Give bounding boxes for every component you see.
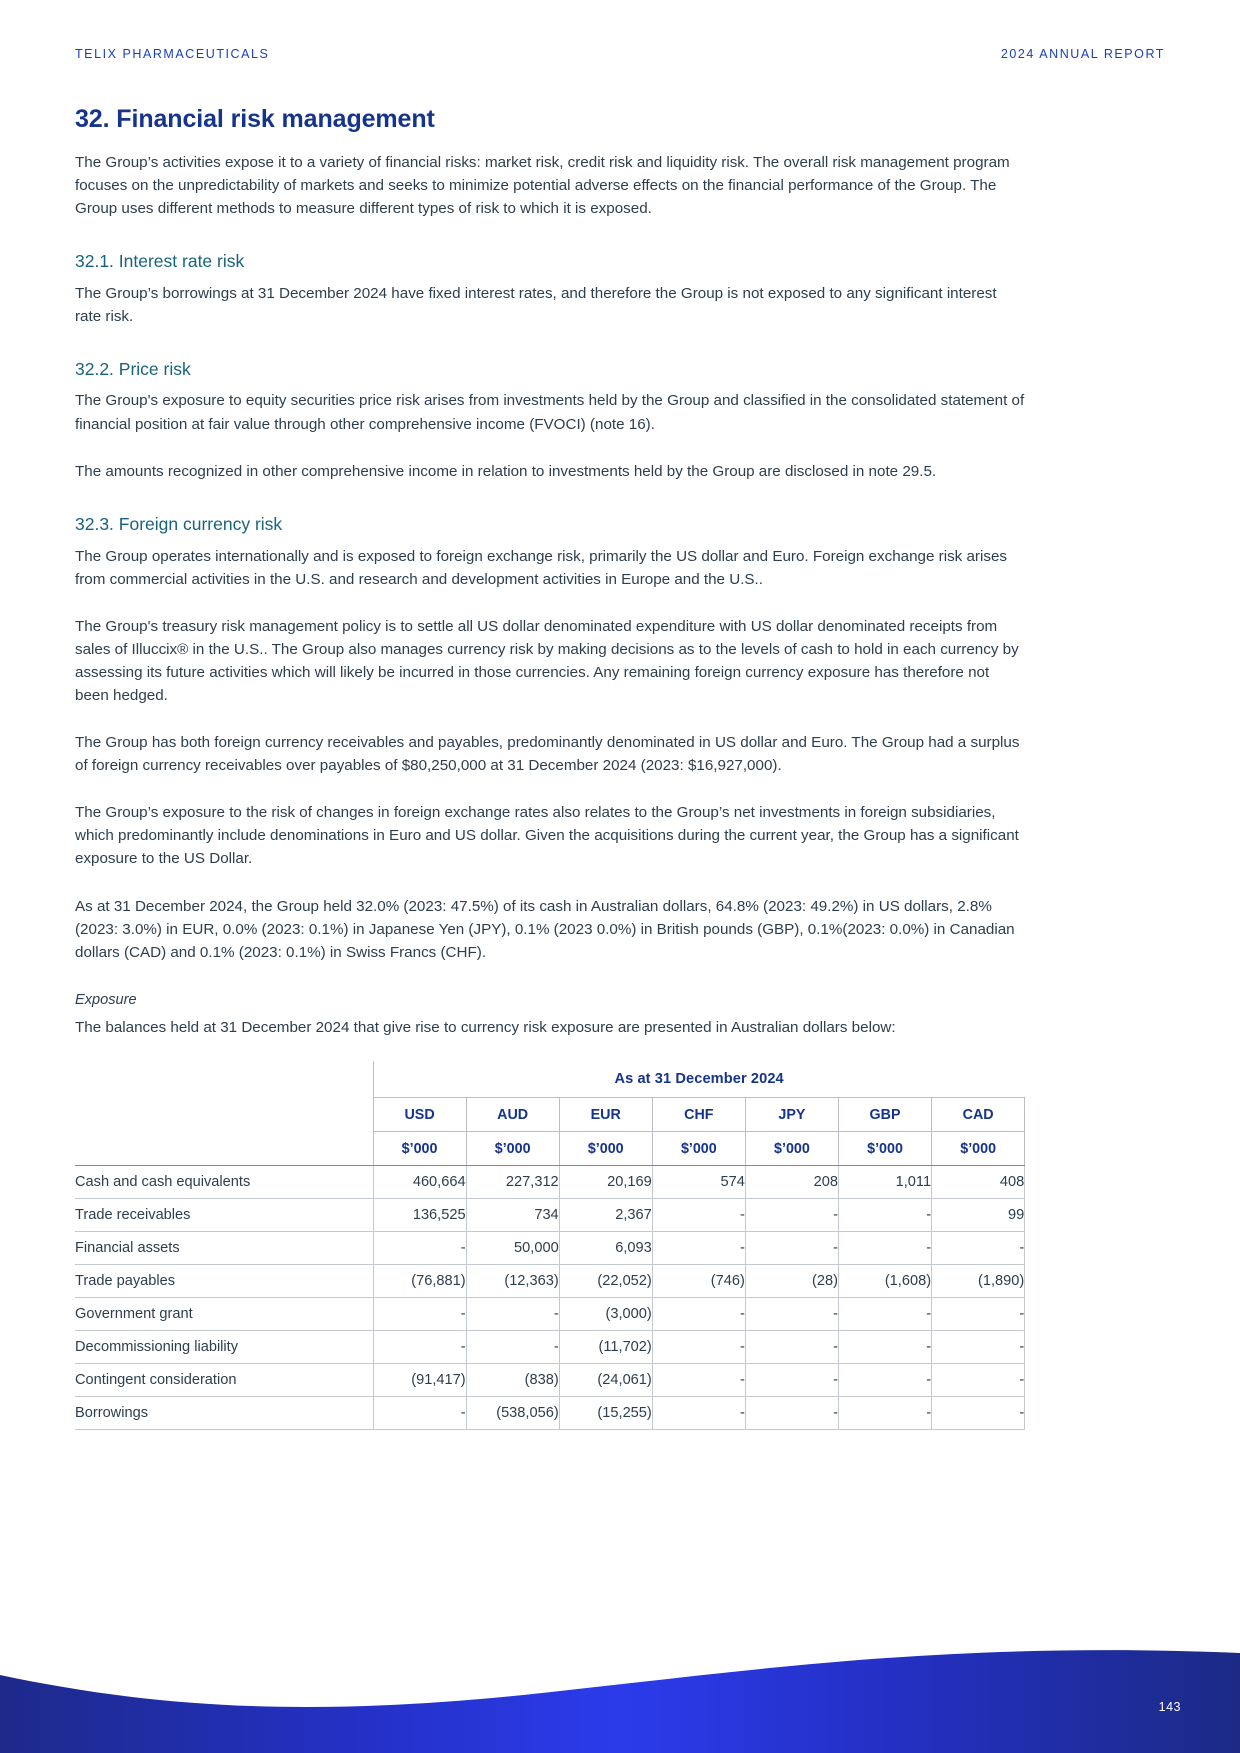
table-cell-gbp: -: [838, 1298, 931, 1331]
table-head: [75, 1061, 1025, 1166]
table-cell-usd: -: [373, 1298, 466, 1331]
table-cell-usd: (91,417): [373, 1364, 466, 1397]
table-row-label: Trade payables: [75, 1265, 373, 1298]
table-cell-jpy: -: [745, 1397, 838, 1430]
table-cell-jpy: (28): [745, 1265, 838, 1298]
subsection-heading-foreign-currency-risk: 32.3. Foreign currency risk: [75, 513, 283, 534]
running-header: [75, 47, 1165, 61]
table-cell-jpy: -: [745, 1199, 838, 1232]
table-cell-cad: (1,890): [932, 1265, 1025, 1298]
table-cell-aud: 734: [466, 1199, 559, 1232]
table-cell-aud: 50,000: [466, 1232, 559, 1265]
table-cell-aud: -: [466, 1298, 559, 1331]
table-cell-gbp: (1,608): [838, 1265, 931, 1298]
table-unit-header-usd: $’000: [373, 1132, 466, 1166]
table-cell-usd: -: [373, 1397, 466, 1430]
table-cell-gbp: 1,011: [838, 1166, 931, 1199]
table-cell-aud: (12,363): [466, 1265, 559, 1298]
table-cell-jpy: -: [745, 1364, 838, 1397]
table-cell-cad: -: [932, 1364, 1025, 1397]
table-currency-header-aud: AUD: [466, 1098, 559, 1132]
table-row: [75, 1265, 1025, 1298]
main-content: [75, 104, 1025, 1430]
table-cell-chf: -: [652, 1397, 745, 1430]
subsection-heading-interest-rate-risk: 32.1. Interest rate risk: [75, 250, 245, 271]
table-currency-header-usd: USD: [373, 1098, 466, 1132]
subsection-paragraph-interest-rate-risk-1: The Group’s borrowings at 31 December 2024 have fixed interest rates, and therefore the Group is not exposed to any significant interest rate risk.: [75, 284, 997, 325]
table-cell-chf: (746): [652, 1265, 745, 1298]
table-unit-header-gbp: $’000: [838, 1132, 931, 1166]
table-row: [75, 1166, 1025, 1199]
table-cell-gbp: -: [838, 1199, 931, 1232]
table-cell-cad: 99: [932, 1199, 1025, 1232]
table-row-label: Contingent consideration: [75, 1364, 373, 1397]
table-row: [75, 1331, 1025, 1364]
table-currency-header-eur: EUR: [559, 1098, 652, 1132]
table-cell-jpy: -: [745, 1298, 838, 1331]
page-number: 143: [1158, 1700, 1181, 1714]
table-cell-usd: 460,664: [373, 1166, 466, 1199]
subsection-paragraph-price-risk-1: The Group's exposure to equity securities price risk arises from investments held by the Group and classified in the consolidated statement of financial position at fair value through other comprehensive income (FVOCI) (note 16).: [75, 392, 1025, 433]
table-cell-chf: -: [652, 1331, 745, 1364]
table-cell-gbp: -: [838, 1331, 931, 1364]
table-cell-jpy: -: [745, 1331, 838, 1364]
table-unit-header-cad: $’000: [932, 1132, 1025, 1166]
table-row: [75, 1298, 1025, 1331]
table-cell-usd: -: [373, 1232, 466, 1265]
table-unit-header-eur: $’000: [559, 1132, 652, 1166]
table-currency-header-chf: CHF: [652, 1098, 745, 1132]
table-cell-eur: 20,169: [559, 1166, 652, 1199]
table-row-label: Government grant: [75, 1298, 373, 1331]
footer-wave-graphic: [0, 1583, 1240, 1753]
table-cell-aud: -: [466, 1331, 559, 1364]
table-span-header: As at 31 December 2024: [373, 1061, 1025, 1098]
table-row-label: Trade receivables: [75, 1199, 373, 1232]
table-unit-header-aud: $’000: [466, 1132, 559, 1166]
table-row-label: Cash and cash equivalents: [75, 1166, 373, 1199]
table-cell-gbp: -: [838, 1397, 931, 1430]
table-unit-header-chf: $’000: [652, 1132, 745, 1166]
table-cell-chf: -: [652, 1232, 745, 1265]
subsection-paragraph-fx-1: The Group operates internationally and is exposed to foreign exchange risk, primarily the US dollar and Euro. Foreign exchange risk arises from commercial activities in the U.S. and research and development activities in Europe and the U.S..: [75, 547, 1007, 588]
table-cell-eur: (15,255): [559, 1397, 652, 1430]
table-row-label: Borrowings: [75, 1397, 373, 1430]
table-label-spacer-2: [75, 1132, 373, 1166]
subsection-paragraph-fx-3: The Group has both foreign currency receivables and payables, predominantly denominated in US dollar and Euro. The Group had a surplus of foreign currency receivables over payables of $80,250,000 at 31 December 2024 (2023: $16,927,000).: [75, 734, 1020, 775]
exposure-label: Exposure: [75, 991, 137, 1008]
table-row: [75, 1364, 1025, 1397]
table-row: [75, 1397, 1025, 1430]
table-body: [75, 1166, 1025, 1430]
table-cell-aud: (838): [466, 1364, 559, 1397]
subsection-paragraph-fx-5: As at 31 December 2024, the Group held 32.0% (2023: 47.5%) of its cash in Australian dollars, 64.8% (2023: 49.2%) in US dollars, 2.8% (2023: 3.0%) in EUR, 0.0% (2023: 0.1%) in Japanese Yen (JPY), 0.1% (2023 0.0%) in British pounds (GBP), 0.1%(2023: 0.0%) in Canadian dollars (CAD) and 0.1% (2023: 0.1%) in Swiss Francs (CHF).: [75, 897, 1015, 961]
header-right-text: 2024 ANNUAL REPORT: [1000, 47, 1165, 61]
table-cell-gbp: -: [838, 1364, 931, 1397]
section-intro-paragraph: The Group’s activities expose it to a variety of financial risks: market risk, credit risk and liquidity risk. The overall risk management program focuses on the unpredictability of markets and seeks to minimize potential adverse effects on the financial performance of the Group. The Group uses different methods to measure different types of risk to which it is exposed.: [75, 153, 1010, 217]
subsection-paragraph-fx-4: The Group’s exposure to the risk of changes in foreign exchange rates also relates to the Group’s net investments in foreign subsidiaries, which predominantly include denominations in Euro and US dollar. Given the acquisitions during the current year, the Group has a significant exposure to the US Dollar.: [75, 804, 1019, 868]
table-cell-eur: (22,052): [559, 1265, 652, 1298]
table-cell-eur: 2,367: [559, 1199, 652, 1232]
table-cell-eur: (11,702): [559, 1331, 652, 1364]
table-cell-chf: 574: [652, 1166, 745, 1199]
subsection-paragraph-fx-2: The Group's treasury risk management policy is to settle all US dollar denominated expenditure with US dollar denominated receipts from sales of Illuccix® in the U.S.. The Group also manages currency risk by making decisions as to the levels of cash to hold in each currency by assessing its future activities which will likely be incurred in those currencies. Any remaining foreign currency exposure has therefore not been hedged.: [75, 617, 1019, 704]
table-cell-usd: -: [373, 1331, 466, 1364]
table-cell-usd: (76,881): [373, 1265, 466, 1298]
section-title: 32. Financial risk management: [75, 105, 435, 133]
table-cell-eur: (24,061): [559, 1364, 652, 1397]
table-cell-jpy: 208: [745, 1166, 838, 1199]
table-unit-header-jpy: $’000: [745, 1132, 838, 1166]
table-cell-eur: (3,000): [559, 1298, 652, 1331]
table-row: [75, 1199, 1025, 1232]
table-span-header-row: [75, 1061, 1025, 1098]
table-currency-header-cad: CAD: [932, 1098, 1025, 1132]
table-cell-aud: (538,056): [466, 1397, 559, 1430]
table-row: [75, 1232, 1025, 1265]
table-row-label: Decommissioning liability: [75, 1331, 373, 1364]
table-currency-header-row: [75, 1098, 1025, 1132]
header-left-text: TELIX PHARMACEUTICALS: [75, 47, 270, 61]
table-corner-cell: [75, 1061, 373, 1098]
table-cell-cad: -: [932, 1232, 1025, 1265]
table-row-label: Financial assets: [75, 1232, 373, 1265]
table-cell-cad: -: [932, 1331, 1025, 1364]
table-cell-chf: -: [652, 1298, 745, 1331]
currency-exposure-table-wrapper: [75, 1061, 1025, 1430]
subsection-paragraph-price-risk-2: The amounts recognized in other comprehensive income in relation to investments held by the Group are disclosed in note 29.5.: [75, 462, 937, 480]
table-cell-aud: 227,312: [466, 1166, 559, 1199]
table-cell-cad: -: [932, 1397, 1025, 1430]
table-cell-usd: 136,525: [373, 1199, 466, 1232]
subsection-heading-price-risk: 32.2. Price risk: [75, 358, 191, 379]
table-unit-header-row: [75, 1132, 1025, 1166]
table-currency-header-gbp: GBP: [838, 1098, 931, 1132]
table-cell-chf: -: [652, 1199, 745, 1232]
table-label-spacer-1: [75, 1098, 373, 1132]
table-cell-eur: 6,093: [559, 1232, 652, 1265]
table-cell-jpy: -: [745, 1232, 838, 1265]
exposure-lead-paragraph: The balances held at 31 December 2024 that give rise to currency risk exposure are presented in Australian dollars below:: [75, 1019, 896, 1037]
table-cell-cad: -: [932, 1298, 1025, 1331]
table-cell-cad: 408: [932, 1166, 1025, 1199]
currency-exposure-table: [75, 1061, 1025, 1430]
table-cell-gbp: -: [838, 1232, 931, 1265]
table-currency-header-jpy: JPY: [745, 1098, 838, 1132]
table-cell-chf: -: [652, 1364, 745, 1397]
